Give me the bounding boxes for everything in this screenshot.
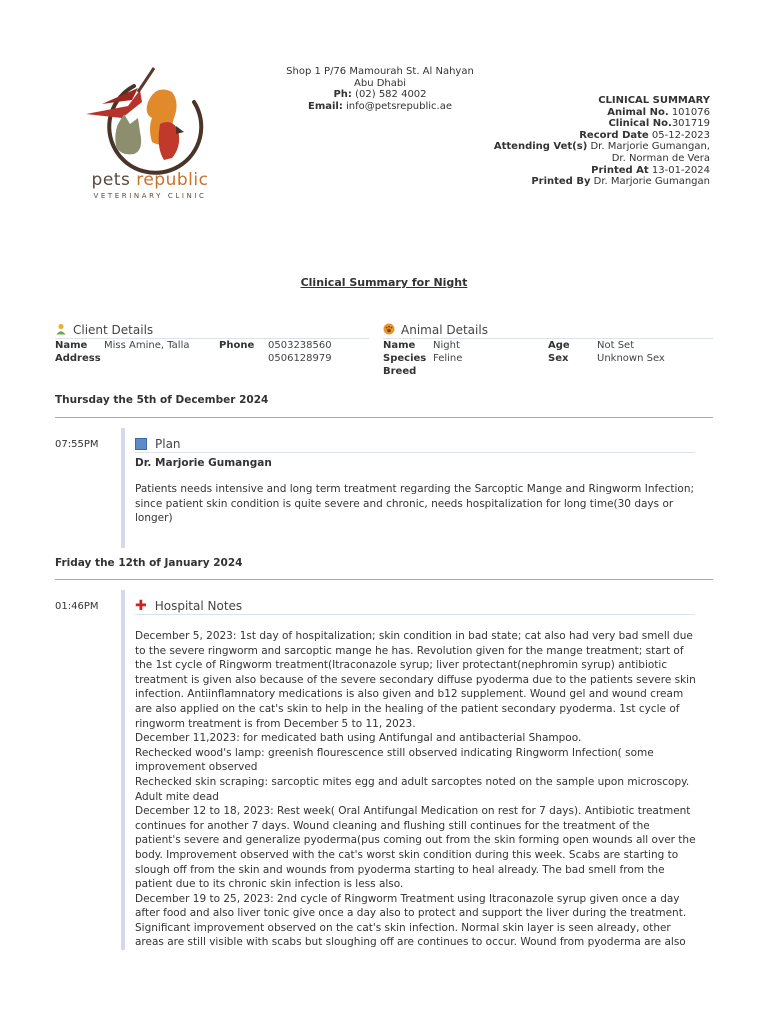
entry-date: Friday the 12th of January 2024 — [55, 557, 243, 569]
animal-details-header: Animal Details — [383, 322, 713, 339]
entry-side-bar — [121, 428, 125, 548]
client-name: Miss Amine, Talla — [104, 340, 190, 351]
paw-icon — [383, 323, 395, 338]
plan-author: Dr. Marjorie Gumangan — [135, 457, 272, 469]
client-details-header: Client Details — [55, 322, 369, 339]
client-phone-label: Phone — [219, 340, 255, 351]
notebook-icon — [135, 438, 147, 450]
animal-breed-label: Breed — [383, 366, 417, 377]
animal-age: Not Set — [597, 340, 635, 351]
record-date: Record Date 05-12-2023 — [579, 129, 710, 141]
person-icon — [55, 323, 67, 338]
hospital-notes-header: ✚ Hospital Notes — [135, 598, 695, 615]
printed-at: Printed At 13-01-2024 — [591, 164, 710, 176]
medical-cross-icon: ✚ — [135, 598, 147, 614]
address-line-1: Shop 1 P/76 Mamourah St. Al Nahyan — [286, 66, 474, 77]
clinic-email: Email: info@petsrepublic.ae — [307, 100, 453, 112]
clinic-logo-subtitle: VETERINARY CLINIC — [93, 192, 207, 200]
animal-sex: Unknown Sex — [597, 353, 665, 364]
page-title: Clinical Summary for Night — [300, 276, 468, 289]
animal-age-label: Age — [548, 340, 570, 351]
animal-species-label: Species — [383, 353, 427, 364]
animal-name: Night — [433, 340, 460, 351]
client-phone-2: 0506128979 — [268, 353, 332, 364]
entry-time: 07:55PM — [55, 439, 99, 450]
attending-vets: Attending Vet(s) Dr. Marjorie Gumangan, — [493, 141, 710, 153]
clinic-logo-wordmark: pets republic — [91, 170, 209, 190]
entry-time: 01:46PM — [55, 601, 99, 612]
plan-header: Plan — [135, 436, 695, 453]
plan-text: Patients needs intensive and long term treatment regarding the Sarcoptic Mange and Ringworm Infection; since patient skin condition is quite severe and chronic, needs hospitalization for long time(30 days or longer) — [135, 483, 695, 525]
animal-sex-label: Sex — [548, 353, 569, 364]
animal-species: Feline — [433, 353, 463, 364]
clinical-summary-info — [494, 95, 710, 188]
printed-by: Printed By Dr. Marjorie Gumangan — [531, 176, 710, 188]
entry-divider — [55, 417, 713, 418]
entry-divider — [55, 579, 713, 580]
address-line-2: Abu Dhabi — [354, 77, 406, 89]
attending-vet-2: Dr. Norman de Vera — [611, 152, 710, 164]
client-address-label: Address — [55, 353, 101, 364]
animal-number: Animal No. 101076 — [607, 106, 710, 118]
hospital-notes-text: December 5, 2023: 1st day of hospitalization; skin condition in bad state; cat also had very bad smell due to the severe ringworm and sarcoptic mange he has. Revolution given for the mange treatment; start of the 1st cycle of Ringworm treatment(Itraconazole syrup; liver protectant(nephromin syrup) antibiotic treatment is given also because of the severe secondary diffuse pyoderma due to the patients severe skin infection. Antiinflamnatory medications is also given and b12 supplement. Wound gel and wound cream are also applied on the cat's skin to help in the healing of the patient secondary pyoderma. 1st cycle of ringworm treatment is from December 5 to 11, 2023. December 11,2023: for medicated bath using Antifungal and antibacterial Shampoo. Rechecked wood's lamp: greenish flourescence still observed indicating Ringworm Infection( some improvement observed Rechecked skin scraping: sarcoptic mites egg and adult sarcoptes noted on the sample upon microscopy. Adult mite dead December 12 to 18, 2023: Rest week( Oral Antifungal Medication on rest for 7 days). Antibiotic treatment continues for another 7 days. Wound cleaning and flushing still continues for the treatment of the patient's severe and generalize pyoderma(pus coming out from the skin forming open wounds all over the body. Improvement observed with the cat's worst skin condition during this week. Scabs are starting to slough off from the skin and wounds from pyoderma starting to heal already. The bad smell from the patient due to its chronic skin infection is less also. December 19 to 25, 2023: 2nd cycle of Ringworm Treatment using Itraconazole syrup given once a day after food and also liver tonic give once a day also to protect and support the liver during the treatment. Significant improvement observed on the cat's skin infection. Normal skin layer is seen already, other areas are still visible with scabs but sloughing off are continues to occur. Wound from pyoderma are also — [135, 630, 696, 949]
clinical-number: Clinical No.301719 — [608, 118, 710, 130]
summary-heading: CLINICAL SUMMARY — [598, 95, 710, 106]
client-name-label: Name — [55, 340, 88, 351]
entry-side-bar — [121, 590, 125, 950]
clinic-address-block — [270, 66, 490, 112]
entry-date: Thursday the 5th of December 2024 — [55, 394, 269, 406]
client-phone-1: 0503238560 — [268, 340, 332, 351]
animal-name-label: Name — [383, 340, 416, 351]
clinic-phone: Ph: (02) 582 4002 — [333, 89, 427, 101]
